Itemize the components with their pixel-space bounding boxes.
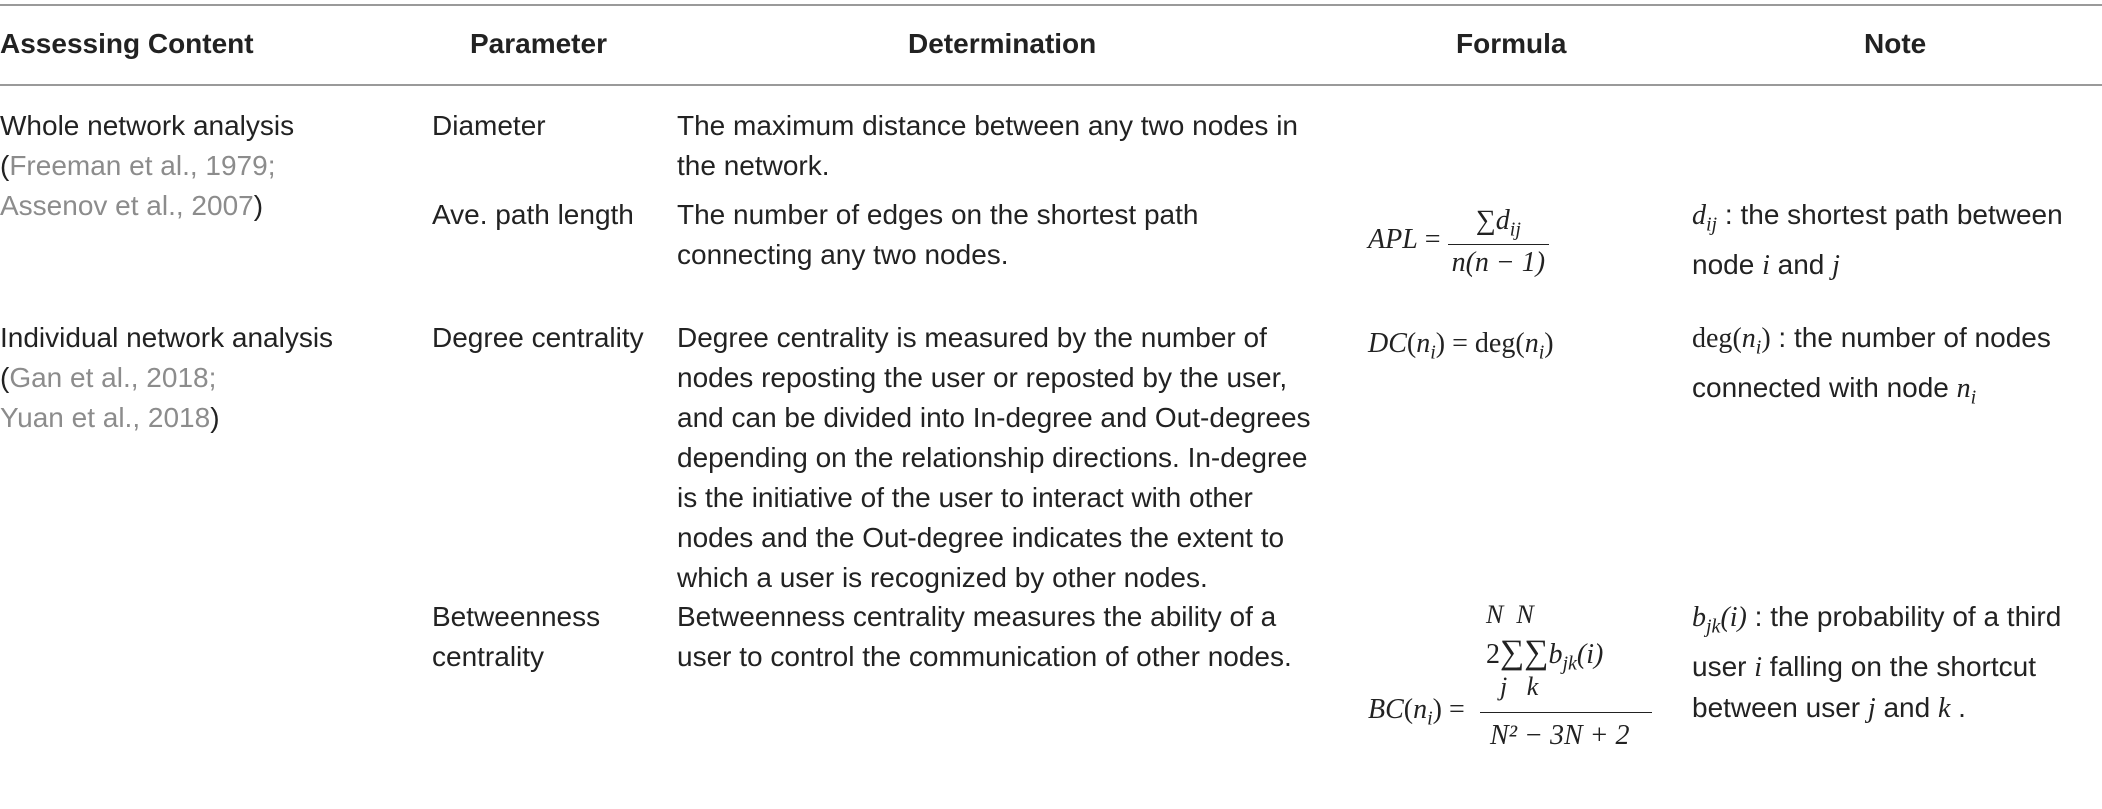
reference-link[interactable]: Assenov et al., 2007 <box>0 190 254 221</box>
formula-bc: $BC(n_i)$ = N N $2\sum\sum b_{jk}(i)$ j k N² − 3N + 2 <box>1368 600 1668 760</box>
text-line: user to control the communication of other nodes. <box>677 641 1292 672</box>
header-determination: Determination <box>908 28 1097 59</box>
parameter-ave-path-length: Ave. path length <box>432 199 634 230</box>
parameter-degree-centrality: Degree centrality <box>432 322 644 353</box>
group-individual-network <box>0 318 420 438</box>
header-bottom-rule <box>0 84 2102 86</box>
text-line: depending on the relationship directions. In-degree <box>677 442 1308 473</box>
table-top-rule <box>0 4 2102 6</box>
determination-diameter <box>677 106 1327 186</box>
group-whole-network <box>0 106 420 226</box>
formula-dc: $DC(n_i) = deg(n_i)$ <box>1368 328 1554 364</box>
note-ave-path-length: $d_{ij}$ : the shortest path between node i and j <box>1692 199 2063 281</box>
header-parameter: Parameter <box>470 28 607 59</box>
text-line: connecting any two nodes. <box>677 239 1009 270</box>
group-ref-line-2: Assenov et al., 2007) <box>0 190 264 221</box>
header-formula: Formula <box>1456 28 1567 59</box>
header-assessing-content: Assessing Content <box>0 28 254 59</box>
note-betweenness-centrality: $b_{jk}(i)$ : the probability of a third user i falling on the shortcut between user j and k . <box>1692 601 2062 724</box>
reference-link[interactable]: Yuan et al., 2018 <box>0 402 211 433</box>
text-line: The maximum distance between any two nodes in <box>677 110 1298 141</box>
text-line: nodes reposting the user or reposted by the user, <box>677 362 1288 393</box>
group-ref-line-2: Yuan et al., 2018) <box>0 402 220 433</box>
group-ref-line-1: (Freeman et al., 1979; <box>0 150 276 181</box>
text-line: the network. <box>677 150 830 181</box>
text-line: The number of edges on the shortest path <box>677 199 1199 230</box>
group-ref-line-1: (Gan et al., 2018; <box>0 362 217 393</box>
formula-apl: APL = $\frac{\sum d_{ij}}{n(n - 1)}$ <box>1368 205 1549 279</box>
reference-link[interactable]: Freeman et al., 1979; <box>9 150 276 181</box>
determination-betweenness-centrality <box>677 597 1337 677</box>
header-note: Note <box>1864 28 1927 59</box>
note-degree-centrality: $deg(n_i)$ : the number of nodes connected with node $n_i$ <box>1692 322 2051 409</box>
text-line: is the initiative of the user to interact with other <box>677 482 1253 513</box>
group-title: Whole network analysis <box>0 110 295 141</box>
parameter-diameter: Diameter <box>432 110 546 141</box>
text-line: and can be divided into In-degree and Out-degrees <box>677 402 1311 433</box>
reference-link[interactable]: Gan et al., 2018; <box>9 362 217 393</box>
text-line: centrality <box>432 641 545 672</box>
group-title: Individual network analysis <box>0 322 334 353</box>
text-line: nodes and the Out-degree indicates the extent to <box>677 522 1285 553</box>
fraction-bar <box>1480 712 1652 713</box>
parameter-betweenness-centrality <box>432 597 600 677</box>
text-line: which a user is recognized by other nodes. <box>677 562 1208 593</box>
text-line: Betweenness <box>432 601 601 632</box>
determination-degree-centrality <box>677 318 1337 598</box>
determination-ave-path-length <box>677 195 1327 275</box>
text-line: Betweenness centrality measures the ability of a <box>677 601 1277 632</box>
text-line: Degree centrality is measured by the number of <box>677 322 1267 353</box>
